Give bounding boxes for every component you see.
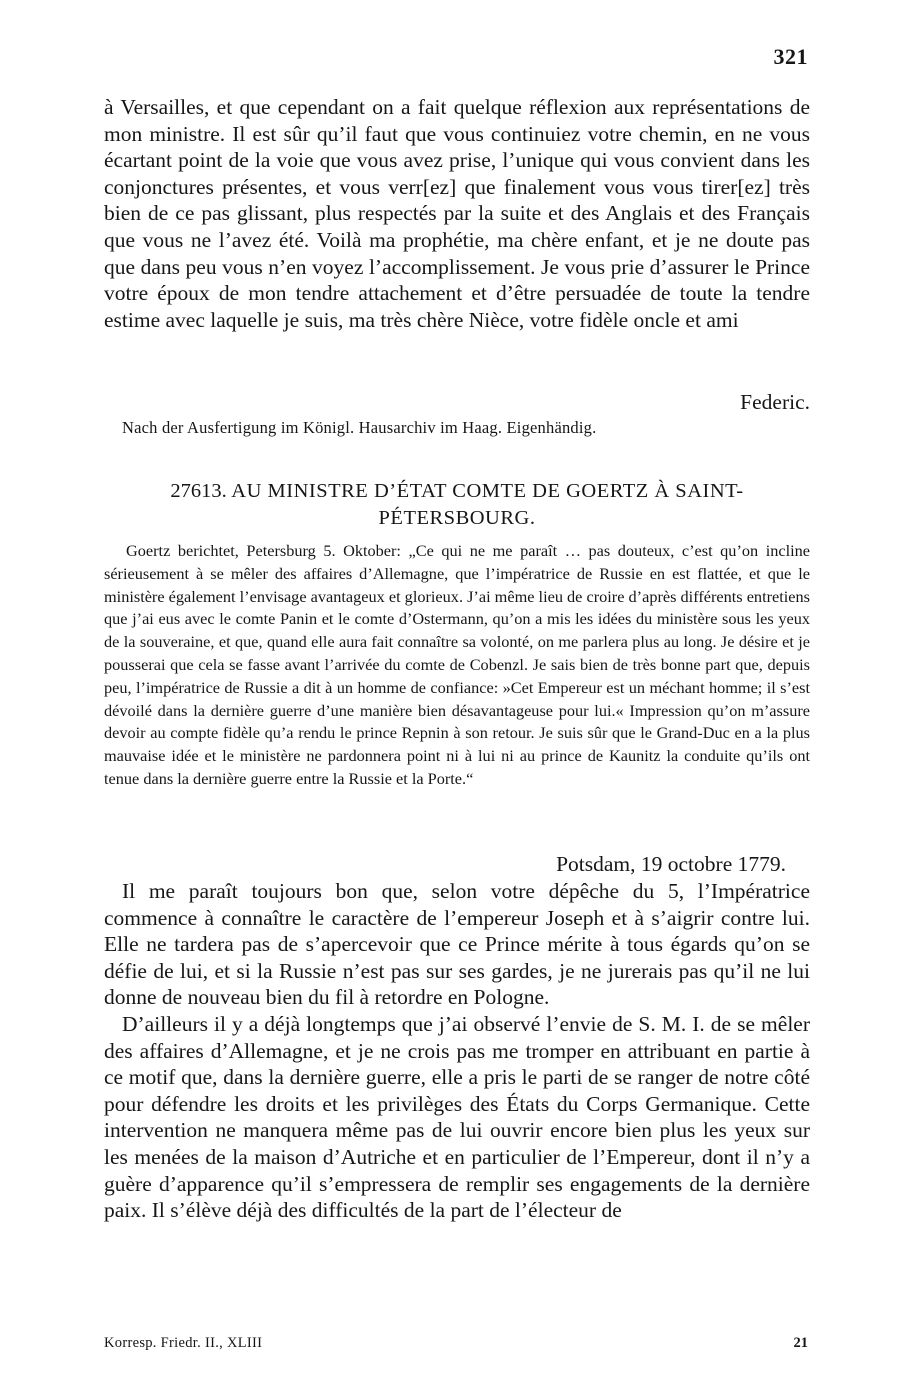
previous-letter-ending [104, 94, 810, 333]
letter-title: AU MINISTRE D’ÉTAT COMTE DE GOERTZ À SAINT-PÉTERSBOURG. [231, 480, 744, 529]
footer-sheet-number: 21 [793, 1335, 808, 1351]
footer-signature-mark: Korresp. Friedr. II., XLIII [104, 1335, 263, 1351]
letter-body [104, 878, 810, 1224]
page-number: 321 [773, 44, 808, 69]
letter-signature: Federic. [740, 390, 810, 414]
letter-number: 27613. [170, 480, 227, 502]
dateline: Potsdam, 19 octobre 1779. [556, 852, 786, 876]
letter-paragraph: Il me paraît toujours bon que, selon votre dépêche du 5, l’Impératrice commence à connaître le caractère de l’empereur Joseph et à s’aigrir contre lui. Elle ne tardera pas de s’apercevoir que ce Prince mérite à tous égards qu’on se défie de lui, et si la Russie n’est pas sur ses gardes, je ne jurerais pas qu’il ne lui donne de nouveau bien du fil à retordre en Pologne. [104, 879, 810, 1010]
letter-paragraph: D’ailleurs il y a déjà longtemps que j’ai observé l’envie de S. M. I. de se mêler des affaires d’Allemagne, et je ne crois pas me tromper en attribuant en partie à ce motif que, dans la dernière guerre, elle a pris le parti de se ranger de notre côté pour défendre les droits et les privilèges des États du Corps Germanique. Cette intervention ne manquera même pas de lui ouvrir encore bien plus les yeux sur les menées de la maison d’Autriche et en particulier de l’Empereur, dont il n’y a guère d’apparence qu’il s’empressera de remplir ses engagements de la dernière paix. Il s’élève déjà des difficultés de la part de l’électeur de [104, 1011, 810, 1223]
source-note: Nach der Ausfertigung im Königl. Hausarchiv im Haag. Eigenhändig. [122, 418, 597, 437]
report-summary: Goertz berichtet, Petersburg 5. Oktober: „Ce qui ne me paraît … pas douteux, c’est qu’on incline sérieusement à se mêler des affaires d’Allemagne, que l’impératrice de Russie en est flattée, et que le ministère également l’envisage avantageux et glorieux. J’ai même lieu de croire d’après différents entretiens que j’ai eus avec le comte Panin et le comte d’Ostermann, qu’on a mis les idées du ministère sous les yeux de la souveraine, et que, quand elle aura fait connaître sa volonté, on me parlera plus au long. Je désire et je pousserai que cela se fasse avant l’arrivée du comte de Cobenzl. Je sais bien de très bonne part que, depuis peu, l’impératrice de Russie a dit à un homme de confiance: »Cet Empereur est un méchant homme; il s’est dévoilé dans la dernière guerre d’une manière bien désavantageuse pour lui.« Impression qu’on m’assure devoir au compte fidèle qu’a rendu le prince Repnin à son retour. Je suis sûr que le Grand-Duc en a la plus mauvaise idée et le ministère ne pardonnera point ni à lui ni au prince de Kaunitz la conduite qu’ils ont tenue dans la dernière guerre entre la Russie et la Porte.“ [104, 541, 810, 788]
letter-heading [104, 478, 810, 532]
letter-ending-paragraph: à Versailles, et que cependant on a fait quelque réflexion aux représentations de mon ministre. Il est sûr qu’il faut que vous continuiez votre chemin, en ne vous écartant point de la voie que vous avez prise, l’unique qui vous convient dans les conjonctures présentes, et vous verr[ez] que finalement vous vous tirer[ez] très bien de ce pas glissant, plus respectés par la suite et des Anglais et des Français que vous ne l’avez été. Voilà ma prophétie, ma chère enfant, et je ne doute pas que dans peu vous n’en voyez l’accomplissement. Je vous prie d’assurer le Prince votre époux de mon tendre attachement et d’être persuadée de toute la tendre estime avec laquelle je suis, ma très chère Nièce, votre fidèle oncle et ami [104, 95, 810, 332]
